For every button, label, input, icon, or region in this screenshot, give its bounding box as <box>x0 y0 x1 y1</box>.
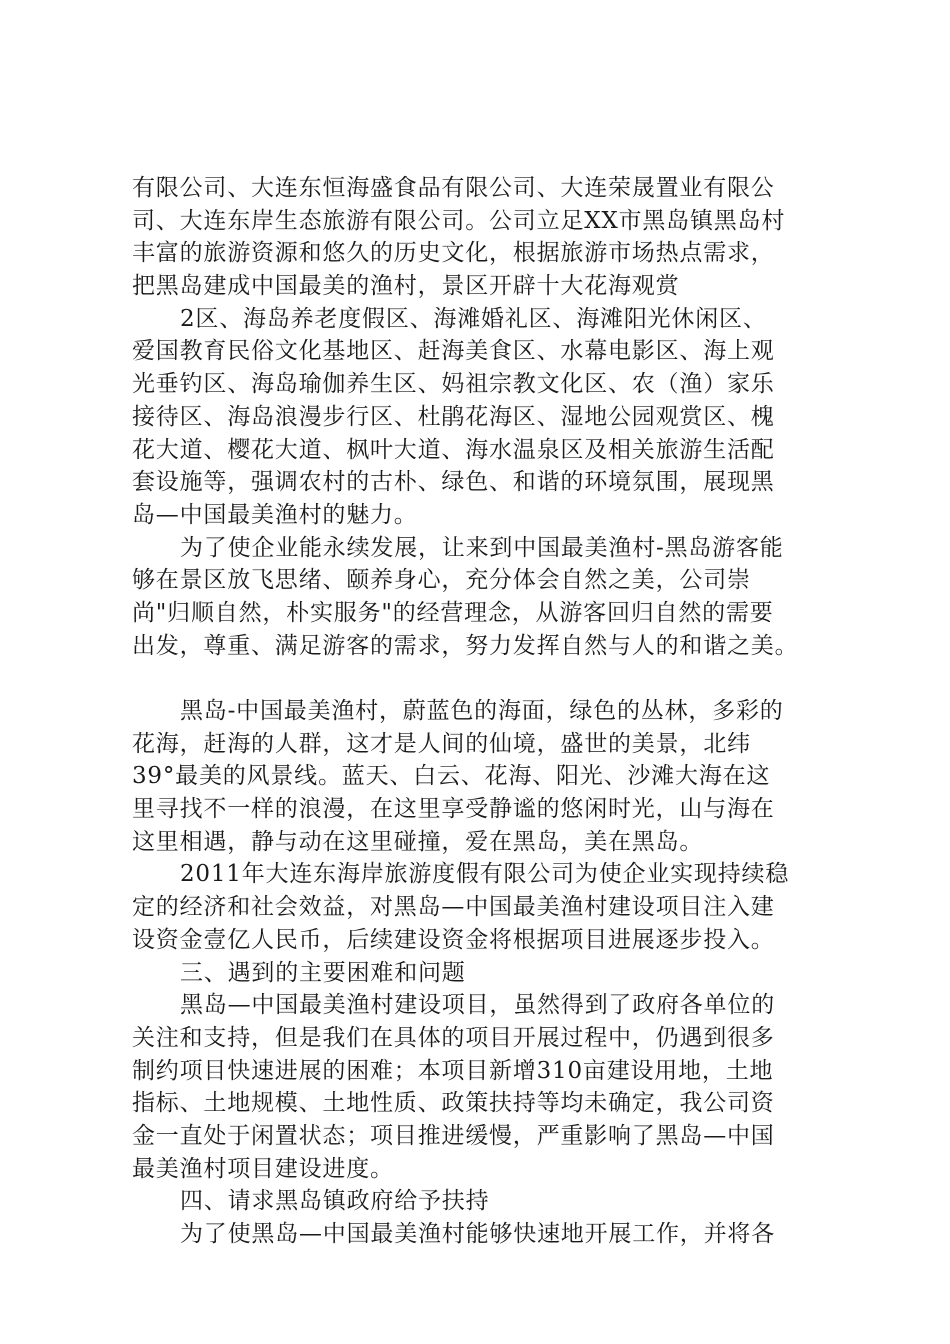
text-line: 尚"归顺自然，朴实服务"的经营理念，从游客回归自然的需要 <box>132 599 774 626</box>
text-line: 为了使黑岛—中国最美渔村能够快速地开展工作，并将各 <box>180 1221 775 1247</box>
text-line: 设资金壹亿人民币，后续建设资金将根据项目进展逐步投入。 <box>132 926 775 953</box>
text-line: 黑岛—中国最美渔村建设项目，虽然得到了政府各单位的 <box>180 992 775 1019</box>
text-line: 司、大连东岸生态旅游有限公司。公司立足XX市黑岛镇黑岛村 <box>132 207 786 234</box>
text-line: 关注和支持，但是我们在具体的项目开展过程中，仍遇到很多 <box>132 1024 775 1051</box>
text-line: 这里相遇，静与动在这里碰撞，爱在黑岛，美在黑岛。 <box>132 828 704 855</box>
text-line: 岛—中国最美渔村的魅力。 <box>132 501 418 528</box>
section-heading: 四、请求黑岛镇政府给予扶持 <box>180 1188 490 1215</box>
text-line: 定的经济和社会效益，对黑岛—中国最美渔村建设项目注入建 <box>132 894 775 921</box>
text-line: 套设施等，强调农村的古朴、绿色、和谐的环境氛围，展现黑 <box>132 469 775 496</box>
text-line: 2011年大连东海岸旅游度假有限公司为使企业实现持续稳 <box>180 861 790 888</box>
text-line: 最美渔村项目建设进度。 <box>132 1155 394 1182</box>
text-line: 接待区、海岛浪漫步行区、杜鹃花海区、湿地公园观赏区、槐 <box>132 403 775 430</box>
text-line: 丰富的旅游资源和悠久的历史文化，根据旅游市场热点需求， <box>132 240 775 267</box>
text-line: 花海，赶海的人群，这才是人间的仙境，盛世的美景，北纬 <box>132 730 751 757</box>
text-line: 指标、土地规模、土地性质、政策扶持等均未确定，我公司资 <box>132 1090 775 1117</box>
text-line: 把黑岛建成中国最美的渔村，景区开辟十大花海观赏 <box>132 273 680 300</box>
text-line: 2区、海岛养老度假区、海滩婚礼区、海滩阳光休闲区、 <box>180 305 767 332</box>
text-line: 里寻找不一样的浪漫，在这里享受静谧的悠闲时光，山与海在 <box>132 796 775 823</box>
text-line: 出发，尊重、满足游客的需求，努力发挥自然与人的和谐之美。 <box>132 632 799 659</box>
section-heading: 三、遇到的主要困难和问题 <box>180 959 466 986</box>
text-line: 花大道、樱花大道、枫叶大道、海水温泉区及相关旅游生活配 <box>132 436 775 463</box>
text-line: 有限公司、大连东恒海盛食品有限公司、大连荣晟置业有限公 <box>132 175 775 201</box>
text-line: 39°最美的风景线。蓝天、白云、花海、阳光、沙滩大海在这 <box>132 763 771 790</box>
text-line: 爱国教育民俗文化基地区、赶海美食区、水幕电影区、海上观 <box>132 338 775 365</box>
text-line: 够在景区放飞思绪、颐养身心，充分体会自然之美，公司崇 <box>132 567 751 594</box>
text-line: 金一直处于闲置状态；项目推进缓慢，严重影响了黑岛—中国 <box>132 1122 775 1149</box>
text-line: 黑岛-中国最美渔村，蔚蓝色的海面，绿色的丛林，多彩的 <box>180 698 784 724</box>
paragraph-gap <box>132 662 832 695</box>
text-line: 制约项目快速进展的困难；本项目新增310亩建设用地，土地 <box>132 1057 774 1084</box>
text-line: 光垂钓区、海岛瑜伽养生区、妈祖宗教文化区、农（渔）家乐 <box>132 371 775 398</box>
text-line: 为了使企业能永续发展，让来到中国最美渔村-黑岛游客能 <box>180 534 784 561</box>
document-body <box>132 172 832 1251</box>
